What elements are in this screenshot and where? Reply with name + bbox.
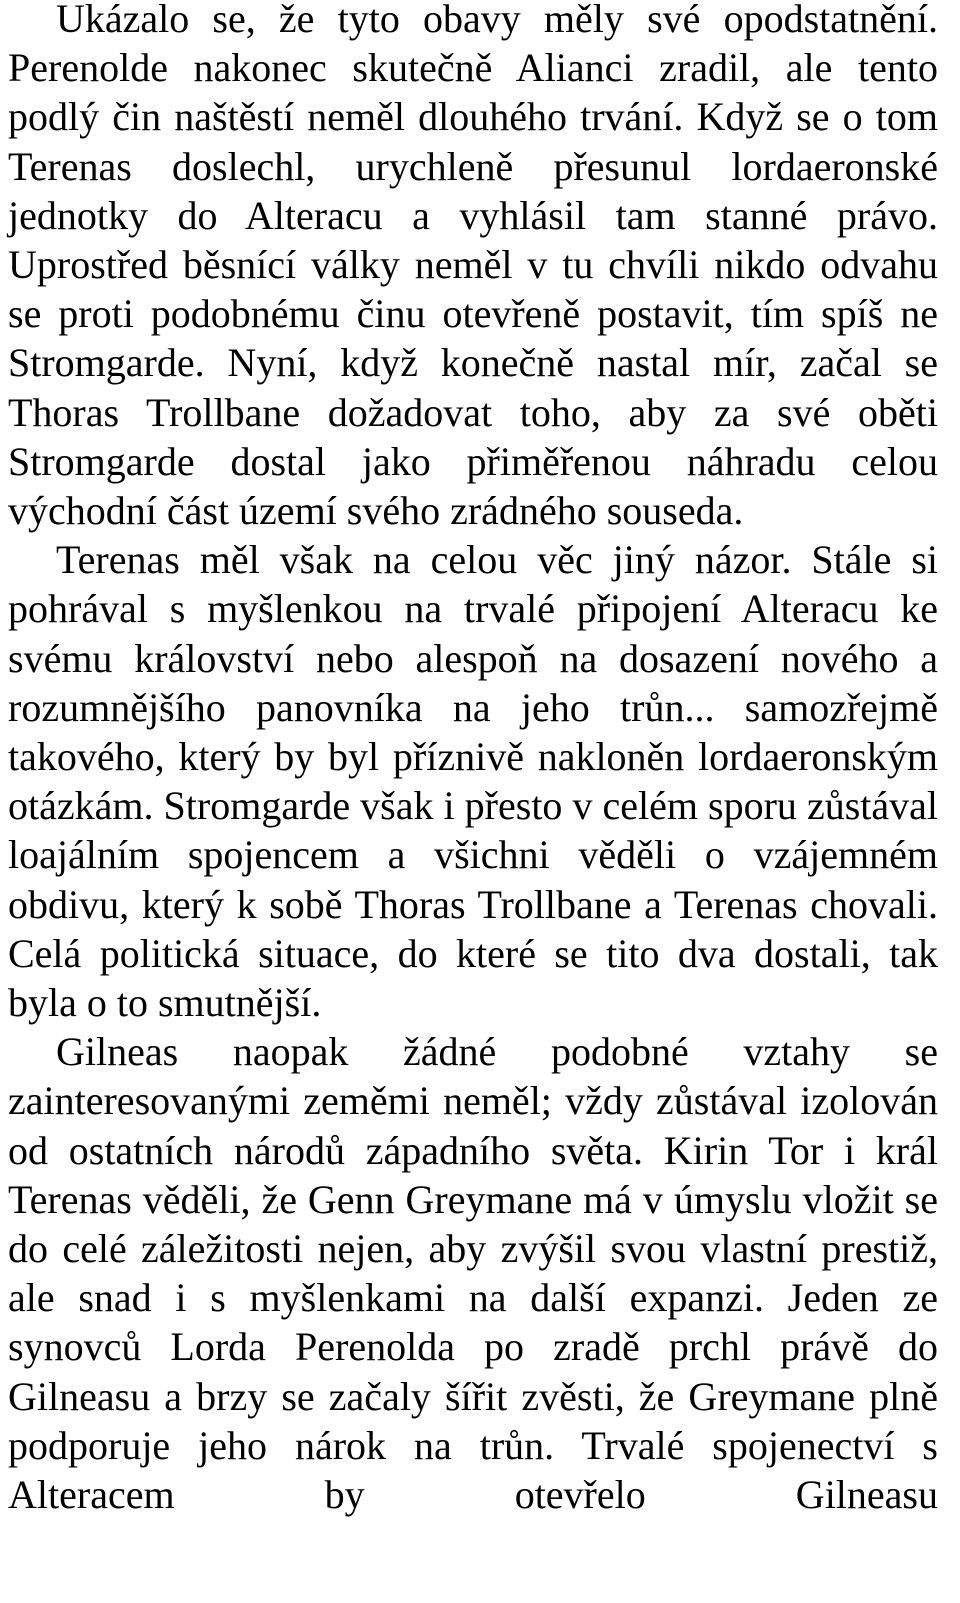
document-page bbox=[8, 0, 938, 1519]
paragraph-3: Gilneas naopak žádné podobné vztahy se zainteresovanými zeměmi neměl; vždy zůstával izolován od ostatních národů západního světa. Kirin Tor i král Terenas věděli, že Genn Greymane má v úmyslu vložit se do celé záležitosti nejen, aby zvýšil svou vlastní prestiž, ale snad i s myšlenkami na další expanzi. Jeden ze synovců Lorda Perenolda po zradě prchl právě do Gilneasu a brzy se začaly šířit zvěsti, že Greymane plně podporuje jeho nárok na trůn. Trvalé spojenectví s Alteracem by otevřelo Gilneasu bbox=[8, 1029, 938, 1518]
paragraph-2: Terenas měl však na celou věc jiný názor. Stále si pohrával s myšlenkou na trvalé připojení Alteracu ke svému království nebo alespoň na dosazení nového a rozumnějšího panovníka na jeho trůn... samozřejmě takového, který by byl příznivě nakloněn lordaeronským otázkám. Stromgarde však i přesto v celém sporu zůstával loajálním spojencem a všichni věděli o vzájemném obdivu, který k sobě Thoras Trollbane a Terenas chovali. Celá politická situace, do které se tito dva dostali, tak byla o to smutnější. bbox=[8, 537, 938, 1026]
paragraph-1: Ukázalo se, že tyto obavy měly své opodstatnění. Perenolde nakonec skutečně Alianci zradil, ale tento podlý čin naštěstí neměl dlouhého trvání. Když se o tom Terenas doslechl, urychleně přesunul lordaeronské jednotky do Alteracu a vyhlásil tam stanné právo. Uprostřed běsnící války neměl v tu chvíli nikdo odvahu se proti podobnému činu otevřeně postavit, tím spíš ne Stromgarde. Nyní, když konečně nastal mír, začal se Thoras Trollbane dožadovat toho, aby za své oběti Stromgarde dostal jako přiměřenou náhradu celou východní část území svého zrádného souseda. bbox=[8, 0, 938, 534]
